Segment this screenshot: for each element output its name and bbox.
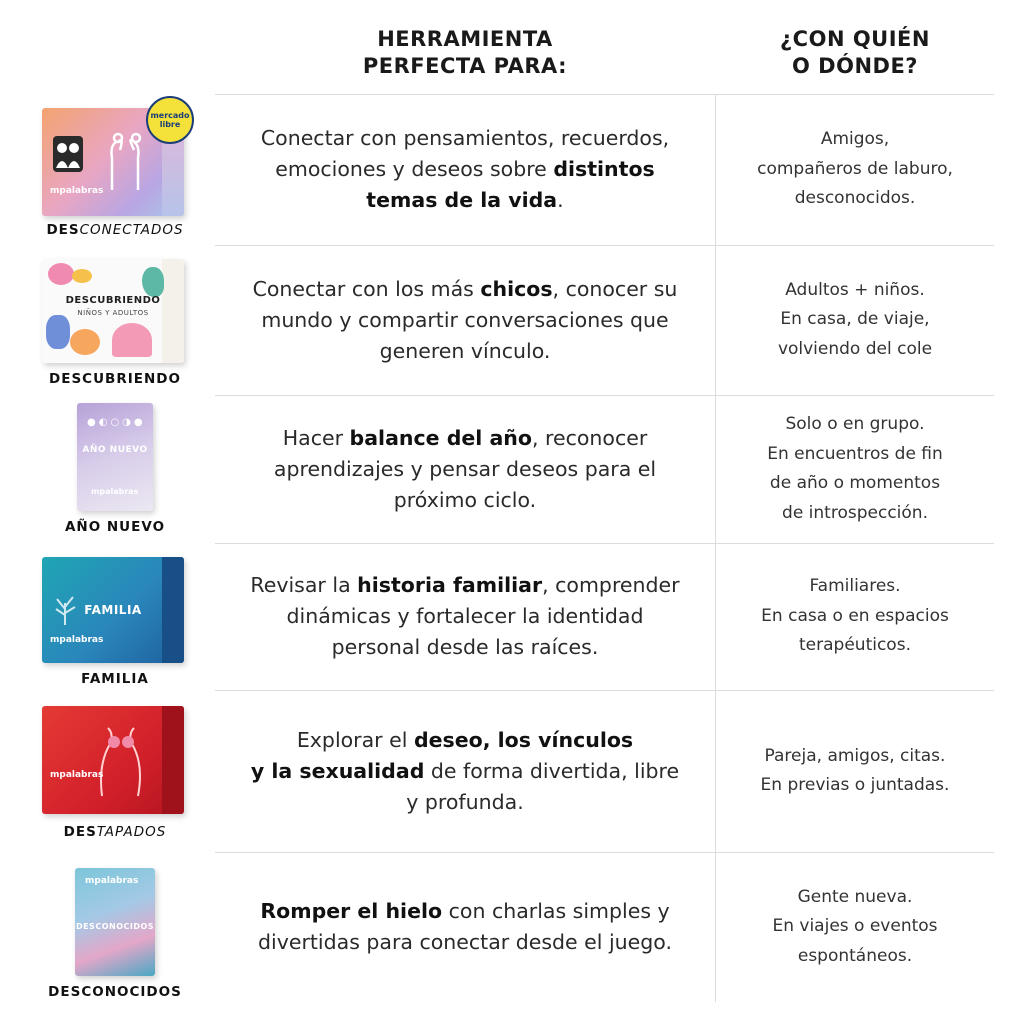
- column-header-who-line1: ¿CON QUIÉN: [780, 27, 930, 51]
- box-brand: mpalabras: [50, 635, 104, 645]
- table-row: [0, 94, 1024, 245]
- use-description-text: Explorar el deseo, los vínculos y la sexualidad de forma divertida, libre y profunda.: [250, 727, 680, 814]
- product-label-bold: DESCONOCIDOS: [48, 984, 182, 1000]
- use-description: [215, 690, 715, 852]
- use-description-text: Revisar la historia familiar, comprender dinámicas y fortalecer la identidad personal desde las raíces.: [250, 573, 680, 659]
- product-label-italic: TAPADOS: [96, 824, 167, 840]
- use-description: [215, 543, 715, 690]
- use-description: [215, 852, 715, 1002]
- product-box-image: [75, 868, 155, 976]
- who-where: [716, 245, 994, 395]
- product-box-image: [42, 706, 184, 814]
- moon-phases-icon: ●◐○◑●: [87, 417, 146, 428]
- box-brand: mpalabras: [85, 876, 139, 886]
- box-edition: AÑO NUEVO: [82, 445, 148, 455]
- who-where: [716, 852, 994, 1002]
- box-edition: DESCONOCIDOS: [75, 922, 155, 931]
- product-descubriendo: [30, 259, 200, 395]
- use-description: [215, 94, 715, 245]
- who-where-text: Amigos, compañeros de laburo, desconocidos.: [757, 129, 953, 209]
- product-label-bold: DES: [46, 222, 80, 238]
- table-row: [0, 690, 1024, 852]
- box-brand: mpalabras: [50, 770, 104, 780]
- column-header-who: [716, 26, 994, 80]
- table-header: [0, 0, 1024, 94]
- product-label: [30, 519, 200, 535]
- product-label: [30, 824, 200, 840]
- who-where-text: Familiares. En casa o en espacios terapéuticos.: [761, 576, 949, 656]
- product-label-italic: CONECTADOS: [79, 222, 184, 238]
- product-destapados: [30, 706, 200, 852]
- who-where-text: Gente nueva. En viajes o eventos espontáneos.: [772, 886, 938, 966]
- product-label: [30, 371, 200, 387]
- hands-icon: [104, 128, 152, 192]
- mercado-libre-badge: mercado libre: [146, 96, 194, 144]
- product-label: [30, 984, 200, 1000]
- use-description-text: Conectar con los más chicos, conocer su mundo y compartir conversaciones que generen vínculo.: [252, 276, 678, 363]
- product-box-image: [42, 557, 184, 663]
- bodies-icon: [94, 724, 150, 798]
- who-where: [716, 94, 994, 245]
- product-desconectados: [30, 108, 200, 245]
- silhouettes-icon: [52, 134, 84, 174]
- use-description-text: Romper el hielo con charlas simples y divertidas para conectar desde el juego.: [258, 899, 672, 954]
- product-box-image: [77, 403, 153, 511]
- product-box-image: [42, 259, 184, 363]
- box-brand: mpalabras: [91, 487, 139, 496]
- use-description: [215, 245, 715, 395]
- who-where-text: Solo o en grupo. En encuentros de fin de año o momentos de introspección.: [767, 414, 943, 523]
- product-desconocidos: [30, 868, 200, 1002]
- product-label-bold: DESCUBRIENDO: [49, 371, 181, 387]
- column-header-tool: [215, 26, 715, 80]
- column-header-tool-line1: HERRAMIENTA: [377, 27, 553, 51]
- table-row: [0, 245, 1024, 395]
- box-edition: FAMILIA: [84, 603, 142, 617]
- who-where: [716, 543, 994, 690]
- use-description-text: Hacer balance del año, reconocer aprendizajes y pensar deseos para el próximo ciclo.: [273, 425, 657, 512]
- use-description: [215, 395, 715, 543]
- who-where-text: Adultos + niños. En casa, de viaje, volviendo del cole: [777, 279, 933, 359]
- product-label-bold: AÑO NUEVO: [64, 519, 166, 535]
- who-where: [716, 690, 994, 852]
- product-label-bold: DES: [63, 824, 97, 840]
- box-brand: mpalabras: [50, 186, 104, 196]
- table-row: [0, 852, 1024, 1002]
- table-row: [0, 543, 1024, 690]
- use-description-text: Conectar con pensamientos, recuerdos, emociones y deseos sobre distintos temas de la vida.: [260, 126, 670, 212]
- table-row: [0, 395, 1024, 543]
- product-familia: [30, 557, 200, 690]
- box-edition: DESCUBRIENDO: [65, 295, 161, 306]
- who-where-text: Pareja, amigos, citas. En previas o juntadas.: [760, 745, 950, 795]
- who-where: [716, 395, 994, 543]
- product-ano-nuevo: [30, 403, 200, 543]
- product-label: [30, 222, 200, 238]
- column-header-who-line2: O DÓNDE?: [792, 54, 918, 78]
- box-edition-sub: NIÑOS Y ADULTOS: [77, 309, 149, 317]
- column-header-tool-line2: PERFECTA PARA:: [362, 54, 568, 78]
- product-label: [30, 671, 200, 687]
- product-label-bold: FAMILIA: [81, 671, 149, 687]
